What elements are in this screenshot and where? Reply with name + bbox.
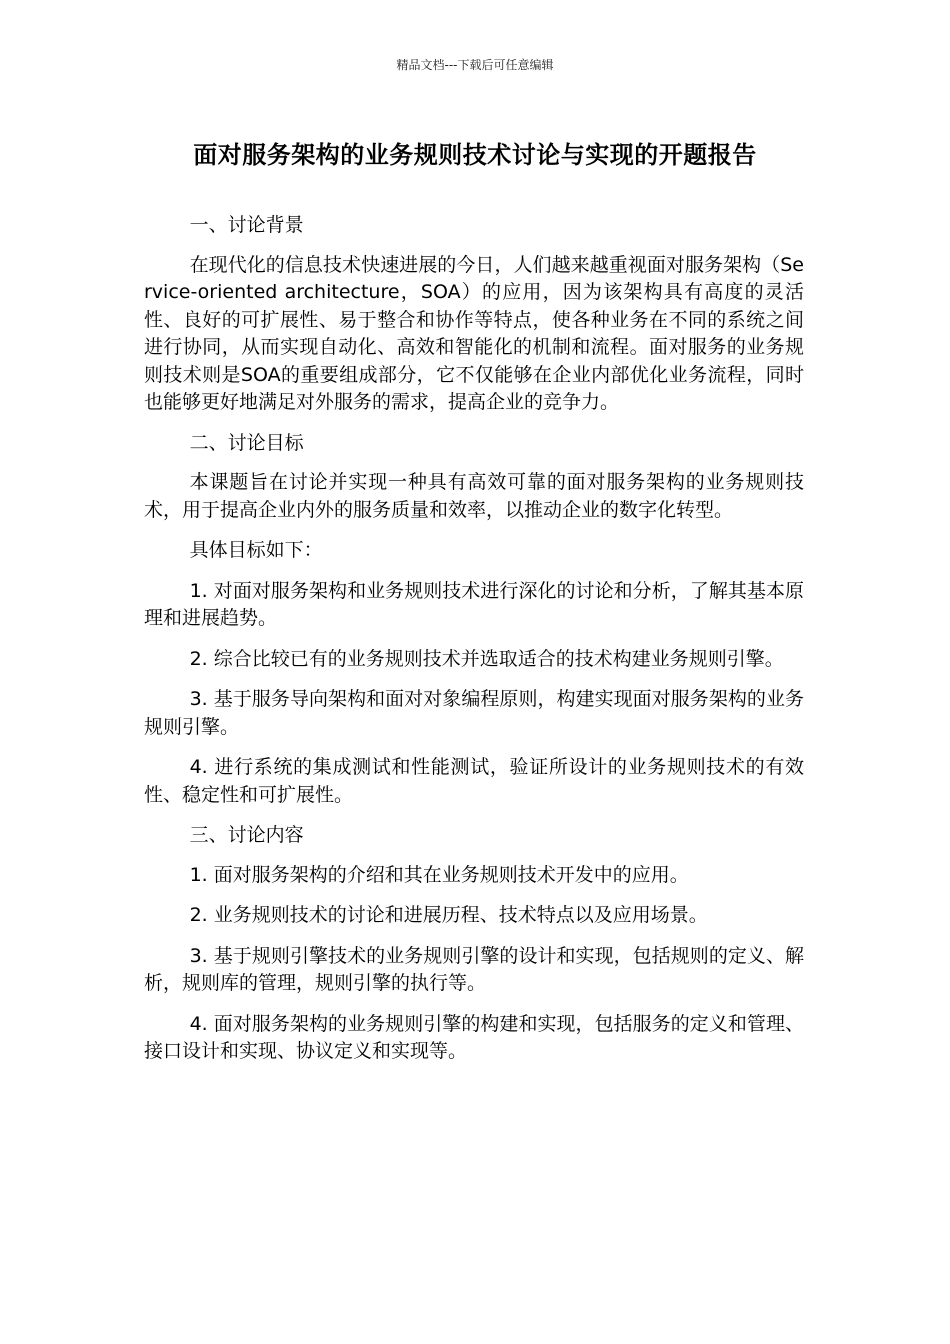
goal-item-4: 4. 进行系统的集成测试和性能测试，验证所设计的业务规则技术的有效性、稳定性和可扩展性。 — [144, 756, 804, 806]
page-header: 精品文档---下载后可任意编辑 — [396, 58, 554, 72]
content-item-3: 3. 基于规则引擎技术的业务规则引擎的设计和实现，包括规则的定义、解析，规则库的管理，规则引擎的执行等。 — [144, 944, 804, 994]
goal-item-1: 1. 对面对服务架构和业务规则技术进行深化的讨论和分析，了解其基本原理和进展趋势。 — [144, 579, 804, 629]
goal-item-3: 3. 基于服务导向架构和面对对象编程原则，构建实现面对服务架构的业务规则引擎。 — [144, 688, 804, 738]
goal-item-2: 2. 综合比较已有的业务规则技术并选取适合的技术构建业务规则引擎。 — [189, 647, 784, 670]
section-heading-background: 一、讨论背景 — [189, 214, 304, 236]
content-item-1: 1. 面对服务架构的介绍和其在业务规则技术开发中的应用。 — [189, 863, 689, 886]
section-heading-goals: 二、讨论目标 — [189, 431, 304, 454]
document-title: 面对服务架构的业务规则技术讨论与实现的开题报告 — [193, 141, 757, 169]
goals-intro: 具体目标如下： — [189, 539, 323, 561]
goals-paragraph: 本课题旨在讨论并实现一种具有高效可靠的面对服务架构的业务规则技术，用于提高企业内外的服务质量和效率，以推动企业的数字化转型。 — [144, 471, 804, 521]
content-item-2: 2. 业务规则技术的讨论和进展历程、技术特点以及应用场景。 — [189, 904, 708, 926]
background-paragraph: 在现代化的信息技术快速进展的今日，人们越来越重视面对服务架构（Service-oriented architecture，SOA）的应用，因为该架构具有高度的灵活性、良好的可扩展性、易于整合和协作等特点，使各种业务在不同的系统之间进行协同，从而实现自动化、高效和智能化的机制和流程。面对服务的业务规则技术则是SOA的重要组成部分，它不仅能够在企业内部优化业务流程，同时也能够更好地满足对外服务的需求，提高企业的竞争力。 — [144, 253, 804, 413]
document-body — [144, 212, 804, 1079]
section-heading-content: 三、讨论内容 — [189, 824, 304, 846]
content-item-4: 4. 面对服务架构的业务规则引擎的构建和实现，包括服务的定义和管理、接口设计和实现、协议定义和实现等。 — [144, 1012, 804, 1062]
